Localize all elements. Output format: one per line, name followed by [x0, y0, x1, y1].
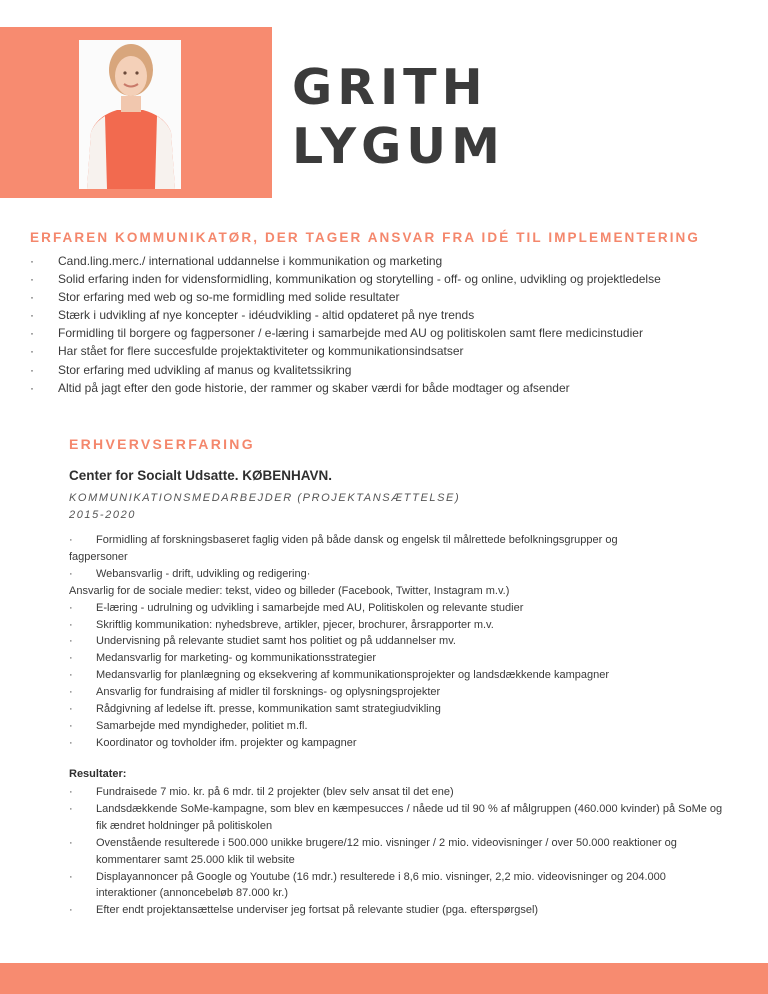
candidate-name — [292, 58, 505, 176]
duty-item: · Samarbejde med myndigheder, politiet m.fl. — [69, 718, 709, 735]
summary-item: · Har stået for flere succesfulde projektaktiviteter og kommunikationsindsatser — [30, 342, 750, 360]
summary-item: · Stærk i udvikling af nye koncepter - idéudvikling - altid opdateret på nye trends — [30, 306, 750, 324]
footer-accent-band — [0, 963, 768, 994]
summary-item: · Cand.ling.merc./ international uddannelse i kommunikation og marketing — [30, 252, 750, 270]
duty-item: · Koordinator og tovholder ifm. projekter og kampagner — [69, 735, 709, 752]
summary-item: · Stor erfaring med web og so-me formidling med solide resultater — [30, 288, 750, 306]
job-title: KOMMUNIKATIONSMEDARBEJDER (PROJEKTANSÆTTELSE) — [69, 492, 461, 504]
result-item: · Ovenstående resulterede i 500.000 unikke brugere/12 mio. visninger / 2 mio. videovisninger / over 50.000 reaktioner og kommentarer samt 25.000 klik til website — [69, 835, 729, 869]
result-item: · Landsdækkende SoMe-kampagne, som blev en kæmpesucces / nåede ud til 90 % af målgruppen (460.000 kvinder) på SoMe og fik ændret holdninger på politiskolen — [69, 801, 729, 835]
duty-item: · Medansvarlig for planlægning og eksekvering af kommunikationsprojekter og landsdækkende kampagner — [69, 667, 709, 684]
duty-item: · Undervisning på relevante studiet samt hos politiet og på uddannelser mv. — [69, 633, 709, 650]
results-title: Resultater: — [69, 768, 127, 780]
summary-item: · Stor erfaring med udvikling af manus og kvalitetssikring — [30, 361, 750, 379]
employer-name: Center for Socialt Udsatte. KØBENHAVN. — [69, 468, 333, 483]
summary-item: · Altid på jagt efter den gode historie, der rammer og skaber værdi for både modtager og afsender — [30, 379, 750, 397]
result-item: · Efter endt projektansættelse underviser jeg fortsat på relevante studier (pga. efterspørgsel) — [69, 902, 729, 919]
duty-item: · Webansvarlig - drift, udvikling og redigering· — [69, 566, 709, 583]
name-last: LYGUM — [292, 118, 505, 175]
results-list — [69, 784, 729, 919]
experience-section-title: ERHVERVSERFARING — [69, 436, 255, 452]
name-first: GRITH — [292, 59, 488, 116]
result-item: · Displayannoncer på Google og Youtube (16 mdr.) resulterede i 8,6 mio. visninger, 2,2 mio. videovisninger og 204.000 interaktioner (annoncebeløb 87.000 kr.) — [69, 869, 729, 903]
duties-list — [69, 532, 709, 752]
duty-item: · Formidling af forskningsbaseret faglig viden på både dansk og engelsk til målrettede befolkningsgrupper og — [69, 532, 709, 549]
result-item: · Fundraisede 7 mio. kr. på 6 mdr. til 2 projekter (blev selv ansat til det ene) — [69, 784, 729, 801]
profile-photo — [79, 40, 181, 189]
summary-item: · Formidling til borgere og fagpersoner / e-læring i samarbejde med AU og politiskolen samt flere medicinstudier — [30, 324, 750, 342]
duty-item: · Rådgivning af ledelse ift. presse, kommunikation samt strategiudvikling — [69, 701, 709, 718]
summary-list — [30, 252, 750, 397]
duty-item: · Ansvarlig for fundraising af midler til forsknings- og oplysningsprojekter — [69, 684, 709, 701]
duty-item: · E-læring - udrulning og udvikling i samarbejde med AU, Politiskolen og relevante studier — [69, 600, 709, 617]
duty-item: · Skriftlig kommunikation: nyhedsbreve, artikler, pjecer, brochurer, årsrapporter m.v. — [69, 617, 709, 634]
profile-headline: ERFAREN KOMMUNIKATØR, DER TAGER ANSVAR FRA IDÉ TIL IMPLEMENTERING — [30, 230, 700, 245]
duty-item-continuation: fagpersoner — [69, 550, 128, 563]
summary-item: · Solid erfaring inden for vidensformidling, kommunikation og storytelling - off- og online, udvikling og projektledelse — [30, 270, 750, 288]
duty-item: · Medansvarlig for marketing- og kommunikationsstrategier — [69, 650, 709, 667]
job-period: 2015-2020 — [69, 509, 137, 521]
duty-item-plain: Ansvarlig for de sociale medier: tekst, video og billeder (Facebook, Twitter, Instagram m.v.) — [69, 584, 510, 597]
